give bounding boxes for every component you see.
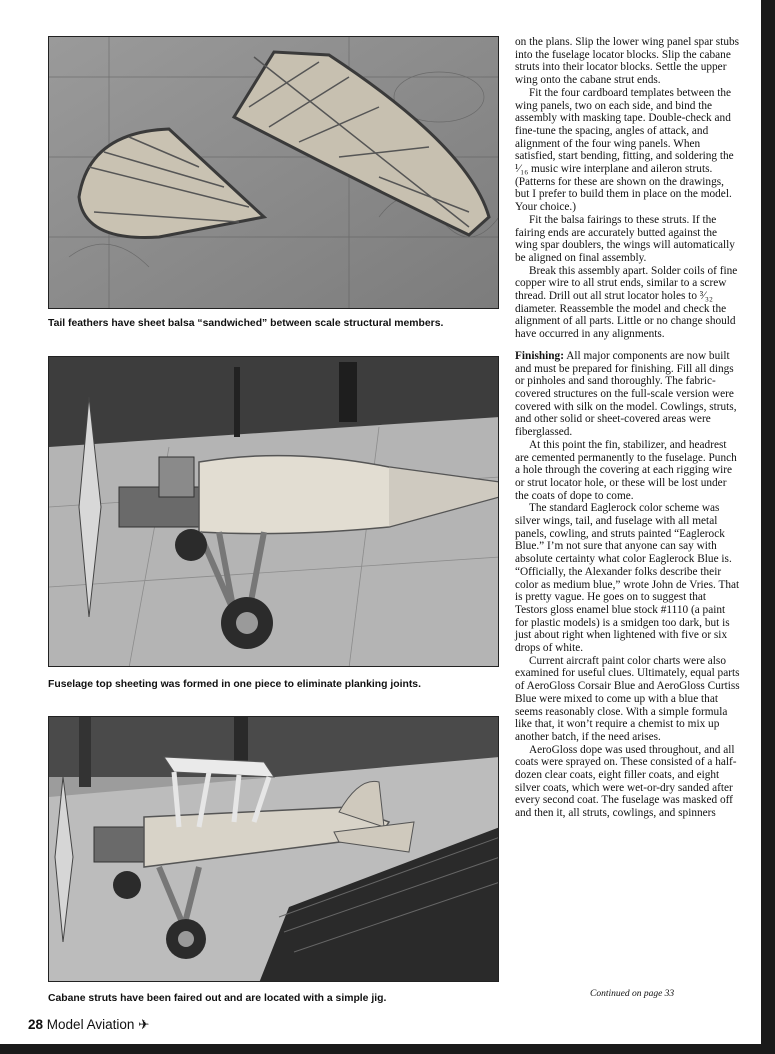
paragraph: Fit the four cardboard templates between the wing panels, two on each side, and bind the assembly with masking tape. Double-check and fine-tune the spacing, angles of attack, and alignment of the four wing panels. When satisfied, start bending, fitting, and soldering the ¹⁄₁₆ music wire interplane and aileron struts. (Patterns for these are shown on the drawings, but I prefer to build them in place on the model. Your choice.) bbox=[515, 86, 734, 214]
airplane-icon: ✈ bbox=[138, 1017, 150, 1032]
paragraph: At this point the fin, stabilizer, and headrest are cemented permanently to the fuselage. Punch a hole through the covering at each rigging wire or strut locator hole, or these will be lost under the coats of dope to come. bbox=[515, 438, 737, 502]
photo-cabane-struts bbox=[48, 716, 499, 982]
finishing-paragraph bbox=[515, 350, 741, 439]
paragraph: Break this assembly apart. Solder coils of fine copper wire to all strut ends, similar to a screw thread. Drill out all strut locator holes to ³⁄₃₂ diameter. Reassemble the model and check the alignment of all parts. Little or no change should have occurred in any alignments. bbox=[515, 264, 738, 341]
caption-tail-feathers: Tail feathers have sheet balsa “sandwiched” between scale structural members. bbox=[48, 318, 444, 329]
article-column bbox=[515, 36, 741, 820]
paragraph: The standard Eaglerock color scheme was silver wings, tail, and fuselage with all metal panels, cowling, and struts painted “Eaglerock Blue.” I’m not sure that anyone can say with absolute certainty what color Eaglerock Blue is. “Officially, the Alexander folks describe their color as medium blue,” wrote John de Vries. That is pretty vague. He goes on to suggest that Testors gloss enamel blue stock #1110 (a paint for plastic models) is a smidgen too dark, but is just about right when lightened with five or six drops of white. bbox=[515, 502, 740, 655]
caption-fuselage: Fuselage top sheeting was formed in one piece to eliminate planking joints. bbox=[48, 679, 421, 690]
magazine-name: Model Aviation bbox=[46, 1017, 135, 1032]
paragraph-text: All major components are now built and must be prepared for finishing. Fill all dings or pinholes and sand thoroughly. The fabric-covered structures on the full-scale version were covered with silk on the model. Cowlings, struts, and other solid or sheet-covered areas were fiberglassed. bbox=[515, 349, 737, 439]
caption-cabane-struts: Cabane struts have been faired out and are located with a simple jig. bbox=[48, 993, 387, 1004]
paragraph: Fit the balsa fairings to these struts. If the fairing ends are accurately butted against the wing spar doublers, the wings will automatically be aligned on final assembly. bbox=[515, 213, 735, 264]
paragraph: AeroGloss dope was used throughout, and all coats were sprayed on. These consisted of a half-dozen clear coats, eight filler coats, and eight silver coats, which were wet-or-dry sanded after every second coat. The fuselage was masked off and then it, all struts, cowlings, and spinners bbox=[515, 743, 737, 820]
section-heading: Finishing: bbox=[515, 349, 564, 362]
continued-note: Continued on page 33 bbox=[590, 989, 675, 999]
page-number: 28 bbox=[28, 1017, 44, 1032]
paragraph: Current aircraft paint color charts were also examined for useful clues. Ultimately, equal parts of AeroGloss Corsair Blue and AeroGloss Curtiss Blue were mixed to come up with a blue that seems reasonably close. With a simple formula like that, it won’t require a chemist to mix up another batch, if the need arises. bbox=[515, 654, 740, 743]
page-footer bbox=[28, 1017, 149, 1033]
photo-fuselage bbox=[48, 356, 499, 667]
photo-tail-feathers bbox=[48, 36, 499, 309]
paragraph: on the plans. Slip the lower wing panel spar stubs into the fuselage locator blocks. Slip the cabane struts into their locator blocks. Settle the upper wing onto the cabane strut ends. bbox=[515, 36, 740, 87]
